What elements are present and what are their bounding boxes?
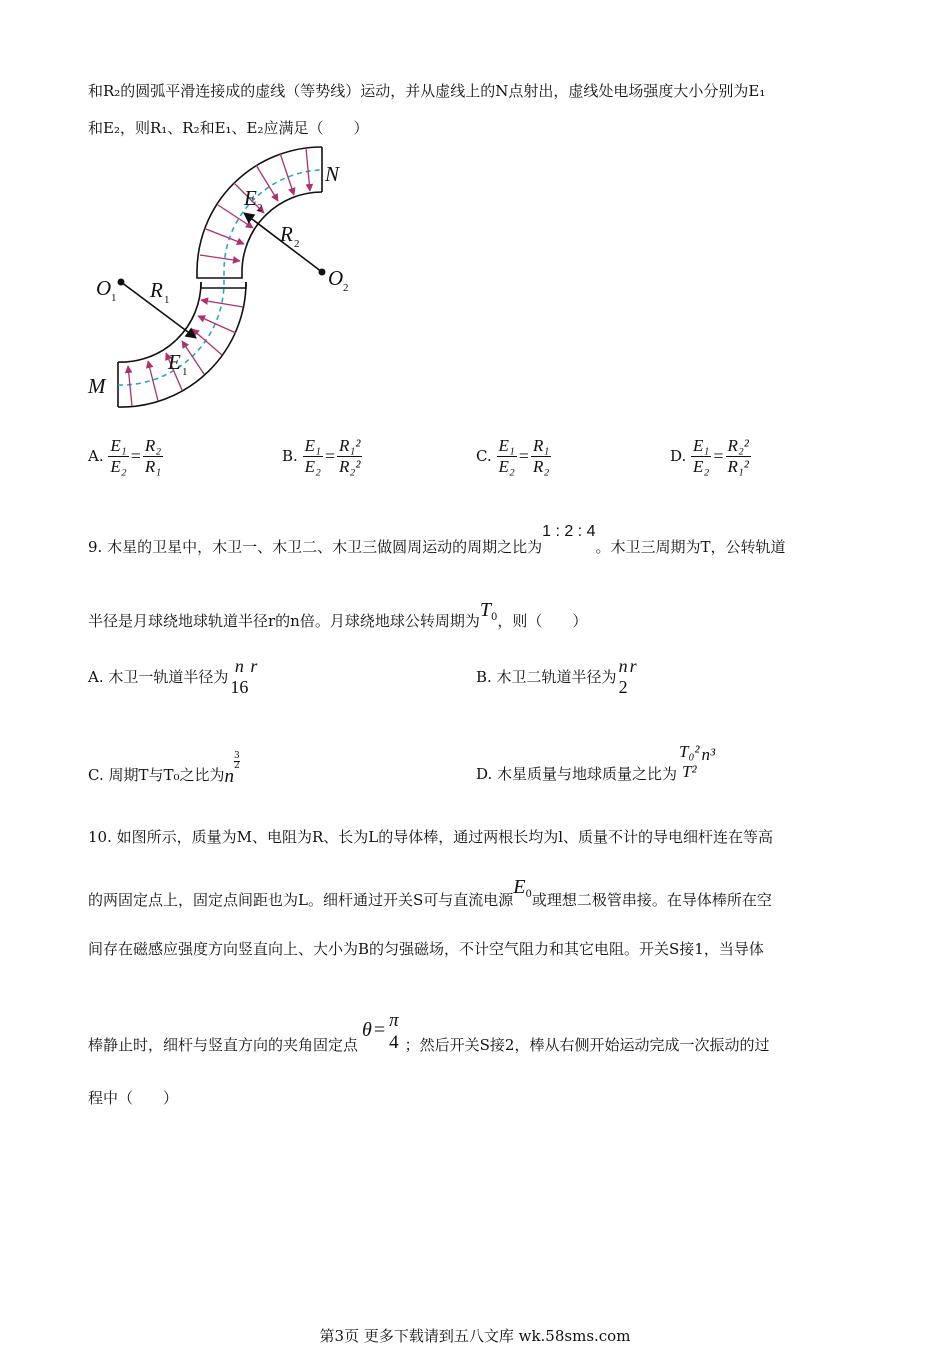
label-o1: O <box>96 276 112 300</box>
q9-option-a[interactable] <box>88 656 257 697</box>
label-o2-sub: 2 <box>343 282 349 294</box>
q8-option-a[interactable]: A. $\frac{\text{E₁}}{\text{E₂}}$ = $\frac{\text{R₂}}{\text{R₁}}$ <box>88 436 162 476</box>
q10-stem-part-3: 棒静止时，细杆与竖直方向的夹角固定点 <box>88 1035 359 1054</box>
fraction: n 16 <box>230 656 249 697</box>
option-text: C. 周期T与T₀之比为 <box>88 766 225 784</box>
fraction-lhs: $\frac{\text{E₁}}{\text{E₂}}$ <box>498 436 515 476</box>
q10-stem-part-1: 的两固定点上，固定点间距也为L。细杆通过开关S可与直流电源 <box>88 891 514 909</box>
label-e1-sub: 1 <box>182 366 188 378</box>
q8-option-b[interactable]: B. $\frac{\text{E₁}}{\text{E₂}}$ = $\frac{\text{R₁²}}{\text{R₂²}}$ <box>282 436 361 476</box>
q10-stem-part-2: 或理想二极管串接。在导体棒所在空 <box>531 891 772 909</box>
lower-arc-channel <box>118 282 246 407</box>
q9-text-line-1 <box>88 523 786 559</box>
symbol-r: r <box>250 655 258 676</box>
o1-center-dot <box>118 279 125 286</box>
symbol-e0: $E_0$ <box>513 876 532 900</box>
lower-field-arrows <box>128 300 243 406</box>
theta-expression: θ = π 4 <box>362 1010 399 1053</box>
label-m: M <box>88 374 106 398</box>
label-n: N <box>325 162 340 186</box>
option-text: A. 木卫一轨道半径为 <box>88 668 229 687</box>
q9-text-line-2 <box>88 599 588 639</box>
q8-field-diagram <box>86 145 366 415</box>
label-e2: E <box>244 186 257 210</box>
q8-option-c[interactable]: C. $\frac{\text{E₁}}{\text{E₂}}$ = $\frac{\text{R₁}}{\text{R₂}}$ <box>476 436 550 476</box>
q10-text-line-2 <box>88 876 772 918</box>
option-label: B. <box>282 447 298 466</box>
label-r2: R <box>280 222 293 246</box>
q8-text-line-1: 和R₂的圆弧平滑连接成的虚线（等势线）运动，并从虚线上的N点射出，虚线处电场强度大小分别为E₁ <box>88 82 766 100</box>
option-label: C. <box>476 447 492 466</box>
q9-stem-part-3: 半径是月球绕地球轨道半径r的n倍。月球绕地球公转周期为 <box>88 612 480 630</box>
label-o2: O <box>328 266 344 290</box>
fraction-rhs: $\frac{\text{R₁}}{\text{R₂}}$ <box>532 436 550 476</box>
q10-text-line-1: 10. 如图所示，质量为M、电阻为R、长为L的导体棒，通过两根长均为l、质量不计的导电细杆连在等高 <box>88 828 774 846</box>
label-e2-sub: 2 <box>257 202 263 214</box>
q9-stem-part-4: ，则（ ） <box>497 612 588 630</box>
period-ratio: 1 : 2 : 4 <box>542 523 596 540</box>
fraction-lhs: $\frac{\text{E₁}}{\text{E₂}}$ <box>693 436 710 476</box>
q10-text-line-4 <box>88 1010 770 1068</box>
symbol-n-cubed: n³ <box>701 744 716 764</box>
page-footer: 第3页 更多下载请到五八文库 wk.58sms.com <box>319 1327 631 1345</box>
option-label: A. <box>88 447 104 466</box>
q9-option-c[interactable] <box>88 751 240 787</box>
q10-stem-part-4: ；然后开关S接2，棒从右侧开始运动完成一次振动的过 <box>404 1035 770 1054</box>
option-text: B. 木卫二轨道半径为 <box>476 668 617 687</box>
option-label: D. <box>670 447 687 466</box>
q9-stem-part-1: 9. 木星的卫星中，木卫一、木卫二、木卫三做圆周运动的周期之比为 <box>88 538 543 556</box>
fraction-rhs: $\frac{\text{R₂²}}{\text{R₁²}}$ <box>727 436 749 476</box>
label-e1: E <box>168 350 181 374</box>
o2-center-dot <box>319 269 326 276</box>
power-expression: n $\frac{3}{2}$ <box>224 751 240 787</box>
fraction-lhs: $\frac{\text{E₁}}{\text{E₂}}$ <box>304 436 321 476</box>
symbol-r: r <box>629 655 637 676</box>
label-r1-sub: 1 <box>164 294 170 306</box>
q9-option-b[interactable] <box>476 656 637 697</box>
q10-text-line-3: 间存在磁感应强度方向竖直向上、大小为B的匀强磁场，不计空气阻力和其它电阻。开关S接1，当导体 <box>88 940 764 958</box>
symbol-t0: $T_0$ <box>479 599 498 623</box>
label-o1-sub: 1 <box>111 292 117 304</box>
fraction-rhs: $\frac{\text{R₂}}{\text{R₁}}$ <box>144 436 162 476</box>
fraction: T₀² T² <box>679 742 700 781</box>
label-r1: R <box>150 278 163 302</box>
q10-text-line-5: 程中（ ） <box>88 1089 179 1107</box>
fraction-lhs: $\frac{\text{E₁}}{\text{E₂}}$ <box>110 436 127 476</box>
option-text: D. 木星质量与地球质量之比为 <box>476 765 678 784</box>
q9-option-d[interactable] <box>476 742 716 784</box>
fraction: n 2 <box>618 656 628 697</box>
fraction-rhs: $\frac{\text{R₁²}}{\text{R₂²}}$ <box>339 436 361 476</box>
q8-text-line-2: 和E₂，则R₁、R₂和E₁、E₂应满足（ ） <box>88 119 369 137</box>
label-r2-sub: 2 <box>294 238 300 250</box>
q8-option-d[interactable]: D. $\frac{\text{E₁}}{\text{E₂}}$ = $\frac{\text{R₂²}}{\text{R₁²}}$ <box>670 436 749 476</box>
q9-stem-part-2: 。木卫三周期为T，公转轨道 <box>595 538 786 556</box>
